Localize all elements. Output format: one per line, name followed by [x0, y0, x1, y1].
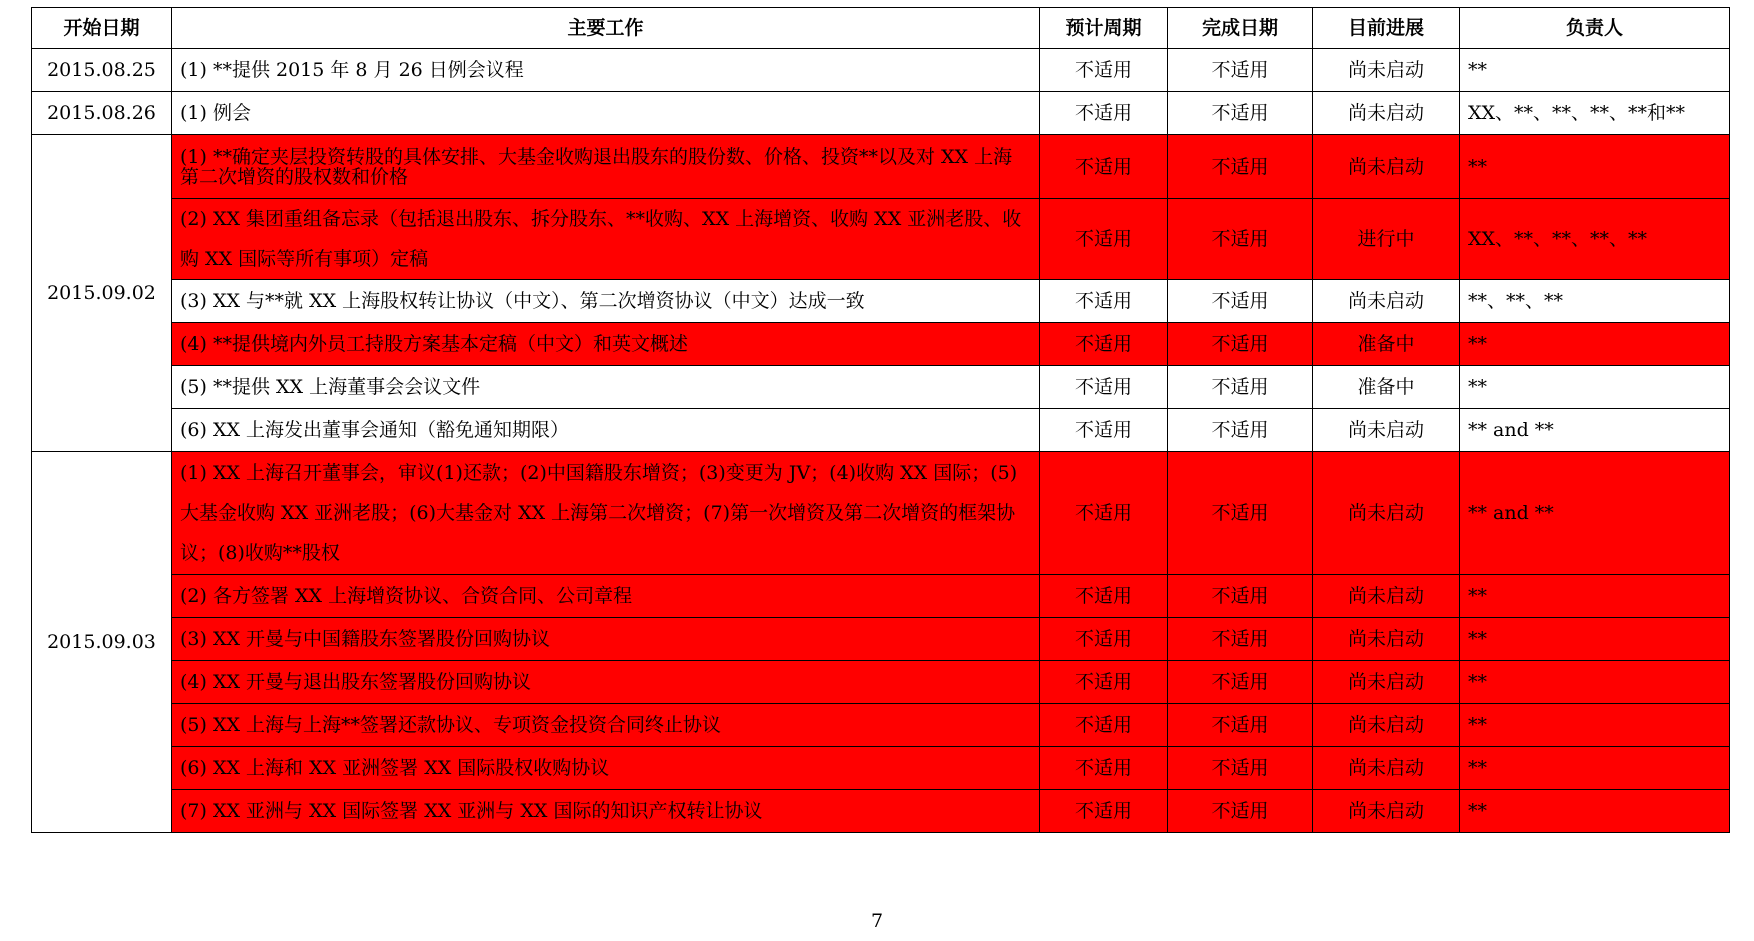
header-estimated-period: 预计周期 — [1040, 8, 1168, 49]
period-cell: 不适用 — [1040, 747, 1168, 790]
table-row — [32, 618, 1730, 661]
table-row — [32, 323, 1730, 366]
owner-cell: ** and ** — [1460, 452, 1730, 575]
header-start-date: 开始日期 — [32, 8, 172, 49]
start-date-cell: 2015.08.26 — [32, 92, 172, 135]
page-number: 7 — [870, 910, 884, 932]
table-row — [32, 452, 1730, 575]
header-main-work: 主要工作 — [172, 8, 1040, 49]
period-cell: 不适用 — [1040, 323, 1168, 366]
period-cell: 不适用 — [1040, 366, 1168, 409]
table-row — [32, 135, 1730, 199]
work-cell: (1) XX 上海召开董事会，审议(1)还款；(2)中国籍股东增资；(3)变更为 JV；(4)收购 XX 国际；(5)大基金收购 XX 亚洲老股；(6)大基金对 XX 上海第二次增资；(7)第一次增资及第二次增资的框架协议；(8)收购**股权 — [172, 452, 1040, 575]
status-cell: 尚未启动 — [1313, 747, 1460, 790]
table-row — [32, 747, 1730, 790]
header-owner: 负责人 — [1460, 8, 1730, 49]
period-cell: 不适用 — [1040, 618, 1168, 661]
work-cell: (2) XX 集团重组备忘录（包括退出股东、拆分股东、**收购、XX 上海增资、收购 XX 亚洲老股、收购 XX 国际等所有事项）定稿 — [172, 199, 1040, 280]
done-cell: 不适用 — [1168, 661, 1313, 704]
table-row — [32, 704, 1730, 747]
done-cell: 不适用 — [1168, 92, 1313, 135]
start-date-cell: 2015.09.03 — [32, 452, 172, 833]
table-row — [32, 575, 1730, 618]
period-cell: 不适用 — [1040, 92, 1168, 135]
period-cell: 不适用 — [1040, 790, 1168, 833]
owner-cell: ** — [1460, 49, 1730, 92]
owner-cell: XX、**、**、**、**和** — [1460, 92, 1730, 135]
owner-cell: ** — [1460, 135, 1730, 199]
owner-cell: ** — [1460, 747, 1730, 790]
status-cell: 进行中 — [1313, 199, 1460, 280]
table-row — [32, 49, 1730, 92]
work-cell: (3) XX 与**就 XX 上海股权转让协议（中文）、第二次增资协议（中文）达成一致 — [172, 280, 1040, 323]
owner-cell: ** — [1460, 790, 1730, 833]
owner-cell: ** — [1460, 661, 1730, 704]
period-cell: 不适用 — [1040, 409, 1168, 452]
period-cell: 不适用 — [1040, 49, 1168, 92]
work-cell: (4) **提供境内外员工持股方案基本定稿（中文）和英文概述 — [172, 323, 1040, 366]
work-cell: (3) XX 开曼与中国籍股东签署股份回购协议 — [172, 618, 1040, 661]
work-cell: (4) XX 开曼与退出股东签署股份回购协议 — [172, 661, 1040, 704]
table-row — [32, 199, 1730, 280]
status-cell: 尚未启动 — [1313, 575, 1460, 618]
work-cell: (1) 例会 — [172, 92, 1040, 135]
owner-cell: **、**、** — [1460, 280, 1730, 323]
status-cell: 尚未启动 — [1313, 618, 1460, 661]
table-row — [32, 409, 1730, 452]
period-cell: 不适用 — [1040, 135, 1168, 199]
status-cell: 尚未启动 — [1313, 704, 1460, 747]
period-cell: 不适用 — [1040, 704, 1168, 747]
period-cell: 不适用 — [1040, 575, 1168, 618]
schedule-table — [31, 7, 1730, 833]
status-cell: 尚未启动 — [1313, 409, 1460, 452]
work-cell: (6) XX 上海发出董事会通知（豁免通知期限） — [172, 409, 1040, 452]
status-cell: 尚未启动 — [1313, 452, 1460, 575]
done-cell: 不适用 — [1168, 199, 1313, 280]
done-cell: 不适用 — [1168, 747, 1313, 790]
header-row — [32, 8, 1730, 49]
done-cell: 不适用 — [1168, 135, 1313, 199]
status-cell: 尚未启动 — [1313, 661, 1460, 704]
done-cell: 不适用 — [1168, 575, 1313, 618]
owner-cell: ** and ** — [1460, 409, 1730, 452]
table-row — [32, 280, 1730, 323]
status-cell: 尚未启动 — [1313, 135, 1460, 199]
table-row — [32, 366, 1730, 409]
owner-cell: ** — [1460, 618, 1730, 661]
status-cell: 尚未启动 — [1313, 790, 1460, 833]
work-cell: (6) XX 上海和 XX 亚洲签署 XX 国际股权收购协议 — [172, 747, 1040, 790]
owner-cell: ** — [1460, 366, 1730, 409]
owner-cell: ** — [1460, 323, 1730, 366]
done-cell: 不适用 — [1168, 409, 1313, 452]
work-cell: (1) **确定夹层投资转股的具体安排、大基金收购退出股东的股份数、价格、投资**以及对 XX 上海第二次增资的股权数和价格 — [172, 135, 1040, 199]
status-cell: 尚未启动 — [1313, 280, 1460, 323]
header-completion-date: 完成日期 — [1168, 8, 1313, 49]
owner-cell: ** — [1460, 704, 1730, 747]
start-date-cell: 2015.08.25 — [32, 49, 172, 92]
done-cell: 不适用 — [1168, 280, 1313, 323]
period-cell: 不适用 — [1040, 452, 1168, 575]
start-date-cell: 2015.09.02 — [32, 135, 172, 452]
work-cell: (1) **提供 2015 年 8 月 26 日例会议程 — [172, 49, 1040, 92]
done-cell: 不适用 — [1168, 323, 1313, 366]
work-cell: (7) XX 亚洲与 XX 国际签署 XX 亚洲与 XX 国际的知识产权转让协议 — [172, 790, 1040, 833]
period-cell: 不适用 — [1040, 280, 1168, 323]
work-cell: (5) **提供 XX 上海董事会会议文件 — [172, 366, 1040, 409]
status-cell: 准备中 — [1313, 366, 1460, 409]
done-cell: 不适用 — [1168, 452, 1313, 575]
work-cell: (5) XX 上海与上海**签署还款协议、专项资金投资合同终止协议 — [172, 704, 1040, 747]
done-cell: 不适用 — [1168, 49, 1313, 92]
work-cell: (2) 各方签署 XX 上海增资协议、合资合同、公司章程 — [172, 575, 1040, 618]
table-row — [32, 92, 1730, 135]
done-cell: 不适用 — [1168, 366, 1313, 409]
owner-cell: XX、**、**、**、** — [1460, 199, 1730, 280]
owner-cell: ** — [1460, 575, 1730, 618]
period-cell: 不适用 — [1040, 661, 1168, 704]
header-current-progress: 目前进展 — [1313, 8, 1460, 49]
period-cell: 不适用 — [1040, 199, 1168, 280]
table-row — [32, 661, 1730, 704]
done-cell: 不适用 — [1168, 618, 1313, 661]
table-row — [32, 790, 1730, 833]
done-cell: 不适用 — [1168, 704, 1313, 747]
status-cell: 尚未启动 — [1313, 49, 1460, 92]
done-cell: 不适用 — [1168, 790, 1313, 833]
status-cell: 准备中 — [1313, 323, 1460, 366]
status-cell: 尚未启动 — [1313, 92, 1460, 135]
